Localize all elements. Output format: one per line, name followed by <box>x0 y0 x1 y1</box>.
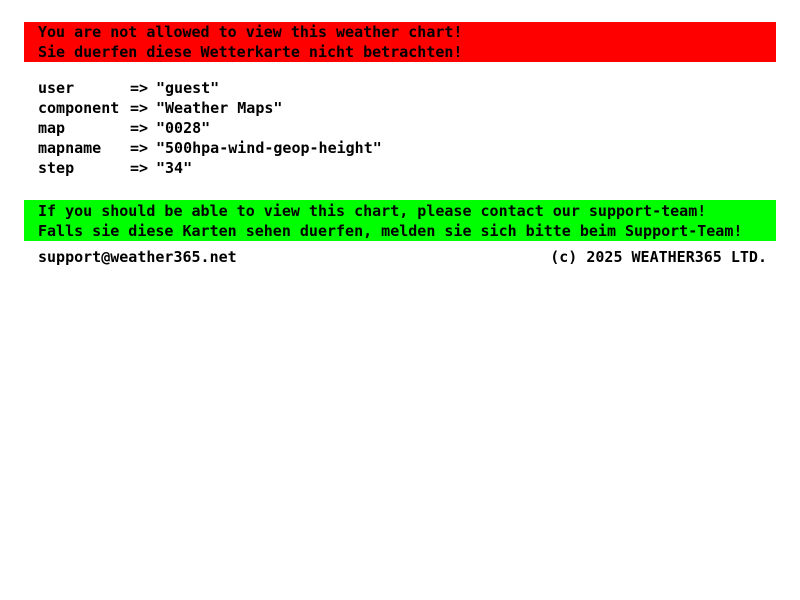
arrow-glyph: => <box>130 119 149 137</box>
request-details <box>38 78 382 178</box>
detail-key: user <box>38 79 75 97</box>
arrow-glyph: => <box>130 99 149 117</box>
error-banner-line-de: Sie duerfen diese Wetterkarte nicht betrachten! <box>38 43 463 61</box>
support-banner-line-en: If you should be able to view this chart, please contact our support-team! <box>38 202 707 220</box>
detail-key: map <box>38 119 66 137</box>
arrow-glyph: => <box>130 79 149 97</box>
copyright-notice: (c) 2025 WEATHER365 LTD. <box>550 248 767 266</box>
detail-value: "Weather Maps" <box>156 99 283 117</box>
error-banner <box>24 22 776 62</box>
detail-value: "34" <box>156 159 193 177</box>
support-banner-line-de: Falls sie diese Karten sehen duerfen, melden sie sich bitte beim Support-Team! <box>38 222 743 240</box>
detail-key: step <box>38 159 75 177</box>
footer <box>38 247 767 267</box>
detail-row-user <box>38 78 382 98</box>
detail-key: component <box>38 99 120 117</box>
detail-row-component <box>38 98 382 118</box>
error-banner-line-en: You are not allowed to view this weather chart! <box>38 23 463 41</box>
arrow-glyph: => <box>130 159 149 177</box>
arrow-glyph: => <box>130 139 149 157</box>
detail-value: "guest" <box>156 79 220 97</box>
detail-key: mapname <box>38 139 102 157</box>
detail-value: "0028" <box>156 119 211 137</box>
support-banner <box>24 200 776 241</box>
detail-row-map <box>38 118 382 138</box>
detail-value: "500hpa-wind-geop-height" <box>156 139 382 157</box>
detail-row-mapname <box>38 138 382 158</box>
support-email: support@weather365.net <box>38 248 237 266</box>
detail-row-step <box>38 158 382 178</box>
